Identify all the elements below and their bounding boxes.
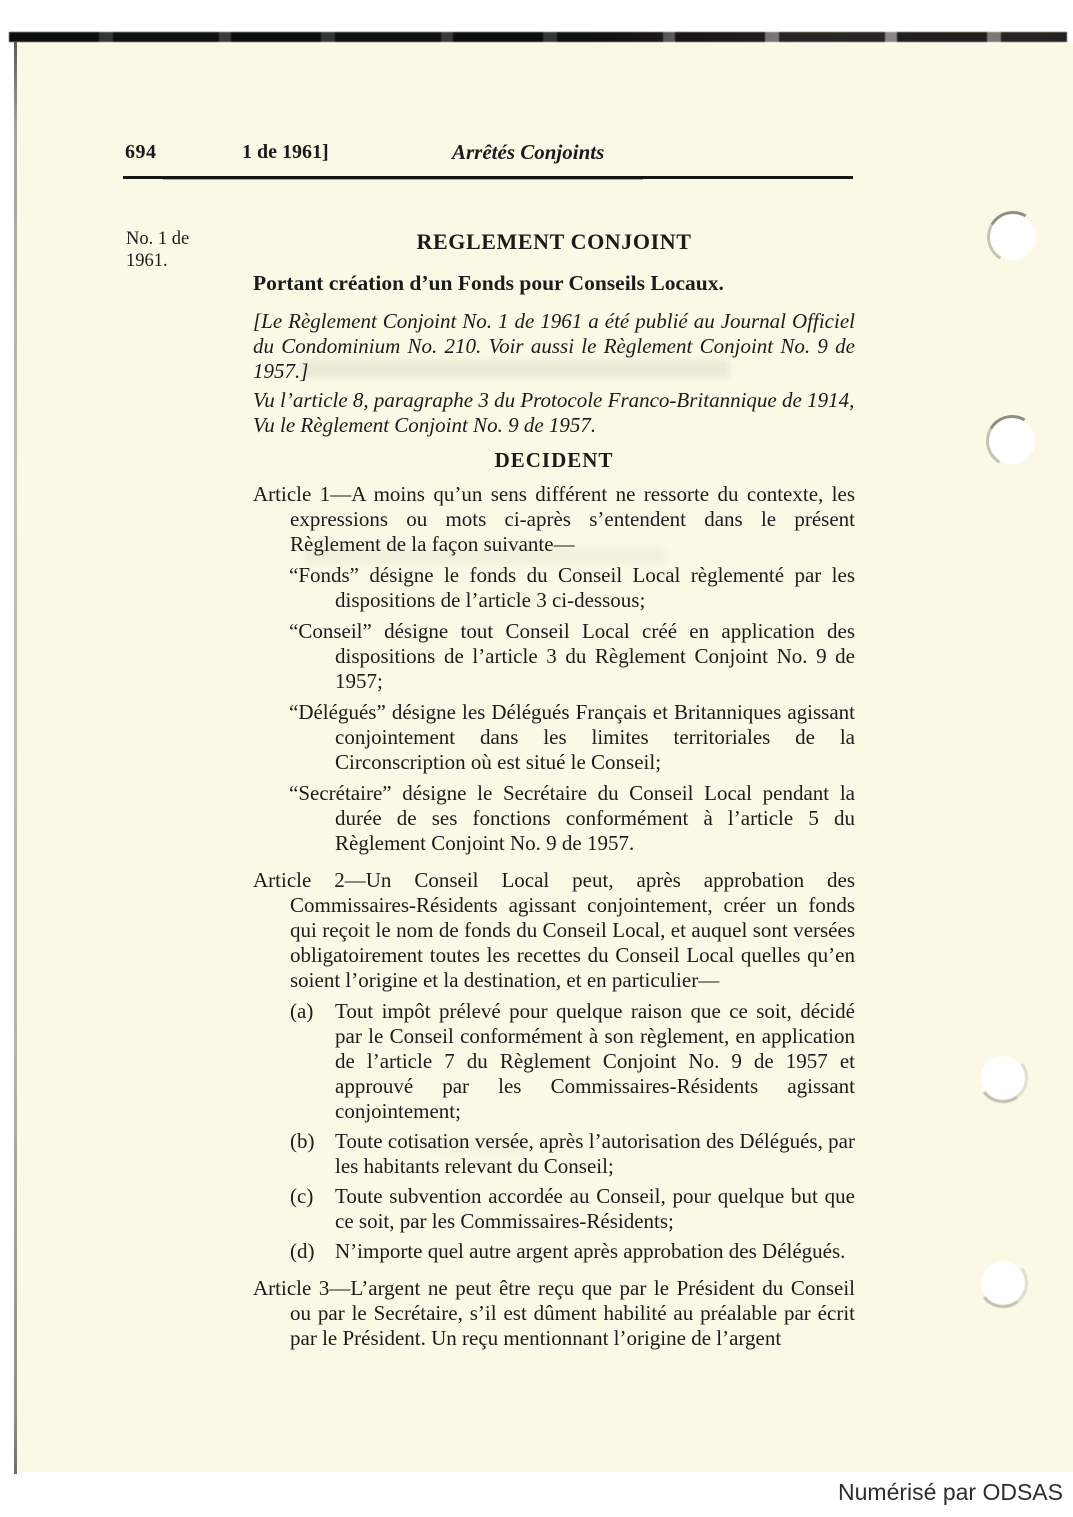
definition-conseil: “Conseil” désigne tout Conseil Local créé en application des dispositions de l’article 3 du Règlement Conjoint No. 9 de 1957; bbox=[289, 619, 855, 693]
article-2-item-b bbox=[290, 1129, 855, 1179]
margin-note-line2: 1961. bbox=[126, 251, 168, 271]
definition-secretaire: “Secrétaire” désigne le Secrétaire du Conseil Local pendant la durée de ses fonctions conformément à l’article 5 du Règlement Conjoint No. 9 de 1957. bbox=[289, 781, 855, 855]
document-title: REGLEMENT CONJOINT bbox=[416, 229, 692, 254]
margin-note-line1: No. 1 de bbox=[126, 229, 190, 249]
page-edge-line bbox=[14, 42, 17, 1474]
article-2-item-a bbox=[290, 999, 855, 1124]
digitization-watermark: Numérisé par ODSAS bbox=[838, 1479, 1063, 1505]
item-label: (c) bbox=[290, 1184, 314, 1208]
item-label: (d) bbox=[290, 1239, 315, 1263]
vu-clause-1: Vu l’article 8, paragraphe 3 du Protocole Franco-Britannique de 1914, bbox=[253, 388, 855, 412]
header-rule bbox=[123, 176, 853, 179]
article-2-item-d bbox=[290, 1239, 855, 1264]
item-label: (b) bbox=[290, 1129, 315, 1153]
punch-hole bbox=[989, 418, 1035, 464]
punch-hole bbox=[990, 214, 1036, 260]
item-text: Toute subvention accordée au Conseil, pour quelque but que ce soit, par les Commissaires-Résidents; bbox=[335, 1184, 855, 1233]
vu-clause-2: Vu le Règlement Conjoint No. 9 de 1957. bbox=[253, 413, 597, 437]
punch-hole bbox=[981, 1261, 1025, 1305]
article-1: Article 1—A moins qu’un sens différent ne ressorte du contexte, les expressions ou mots ci-après s’entendent dans le présent Règlement de la façon suivante— bbox=[253, 482, 855, 556]
publication-note: [Le Règlement Conjoint No. 1 de 1961 a été publié au Journal Officiel du Condominium No. 210. Voir aussi le Règlement Conjoint No. 9 de 1957.] bbox=[253, 309, 855, 383]
page-number: 694 bbox=[125, 141, 157, 163]
definition-fonds: “Fonds” désigne le fonds du Conseil Local règlementé par les dispositions de l’article 3 ci-dessous; bbox=[289, 563, 855, 612]
margin-note bbox=[126, 228, 189, 272]
article-3: Article 3—L’argent ne peut être reçu que par le Président du Conseil ou par le Secrétaire, s’il est dûment habilité au préalable par écrit par le Président. Un reçu mentionnant l’origine de l’argent bbox=[253, 1276, 855, 1350]
article-2-item-c bbox=[290, 1184, 855, 1234]
scan-edge-artifact bbox=[9, 32, 1067, 42]
document-subtitle: Portant création d’un Fonds pour Conseils Locaux. bbox=[253, 271, 724, 295]
decision-heading: DECIDENT bbox=[494, 448, 614, 472]
punch-hole bbox=[981, 1056, 1025, 1100]
item-text: Toute cotisation versée, après l’autorisation des Délégués, par les habitants relevant du Conseil; bbox=[335, 1129, 855, 1178]
running-title: Arrêtés Conjoints bbox=[452, 140, 605, 164]
item-label: (a) bbox=[290, 999, 314, 1023]
item-text: N’importe quel autre argent après approbation des Délégués. bbox=[335, 1239, 846, 1263]
item-text: Tout impôt prélevé pour quelque raison que ce soit, décidé par le Conseil conformément à son règlement, en application de l’article 7 du Règlement Conjoint No. 9 de 1957 et approuvé par les Commissaires-Résidents agissant conjointement; bbox=[335, 999, 855, 1123]
document-body bbox=[253, 229, 855, 1357]
article-2: Article 2—Un Conseil Local peut, après approbation des Commissaires-Résidents agissant conjointement, créer un fonds qui reçoit le nom de fonds du Conseil Local, et auquel sont versées obligatoirement toutes les recettes du Conseil Local quelles qu’en soient l’origine et la destination, et en particulier— bbox=[253, 868, 855, 992]
definition-delegues: “Délégués” désigne les Délégués Français et Britanniques agissant conjointement dans les limites territoriales de la Circonscription où est situé le Conseil; bbox=[289, 700, 855, 774]
issue-reference: 1 de 1961] bbox=[242, 141, 329, 163]
vu-clauses bbox=[253, 388, 855, 438]
